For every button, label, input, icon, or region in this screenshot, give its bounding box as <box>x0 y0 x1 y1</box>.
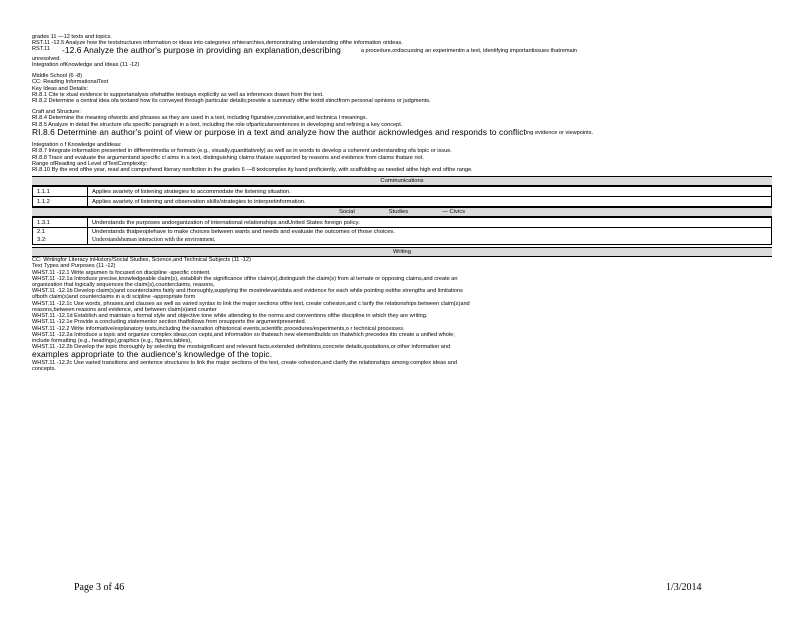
text-line: WHST.11 -12.1c Use words, phrases,and clauses as well as varied syntax to link the major sections ofthe text, create cohesion,and c larify the relationships between claim(s)and <box>32 300 470 307</box>
text-line: ing evidence or viewpoints. <box>525 129 594 136</box>
text-line: organization that logically sequences the claim(s),counterclaims, reasons, <box>32 282 215 289</box>
writing-header: Writing <box>32 247 772 257</box>
text-line: Understandshuman interaction with the environment. <box>92 237 216 244</box>
table-row <box>33 218 772 228</box>
text-line: WHST.11 -12.1e Provide a concluding statementor section thatfollows from orsupports the argumentpresented. <box>32 319 307 326</box>
code-line: 2.1 <box>37 229 46 236</box>
text-line: WHST.11 -12.2c Use varied transitions and sentence structures to link the major sections of the text, create cohesion,and clarify the relationships among complex ideas and <box>32 359 457 366</box>
standard-code: RST.11 <box>32 46 50 53</box>
section-heading: Middle School (6 -8) <box>32 73 83 80</box>
text-line: grades 11 —12 texts and topics. <box>32 34 112 40</box>
text-line: unresolved. <box>32 55 61 62</box>
text-line: concepts. <box>32 365 56 372</box>
text-line: CC: Reading InformationalText <box>32 79 109 86</box>
text-line: WHST.11 -12.1a Introduce precise,knowledgeable claim(s), establish the significance ofthe claim(s),distinguish the claim(s) from al ternate or opposing claims,and create an <box>32 275 458 282</box>
writing-lines <box>32 257 772 350</box>
standard-text: Applies avariety of listening strategies to accommodate the listening situation. <box>88 187 772 197</box>
text-line: Key Ideas and Details: <box>32 85 88 92</box>
header-word: Studies <box>388 209 409 216</box>
text-line: WHST.11 -12.2 Write informative/explanatory texts,including the narration ofhistorical events,scientific procedures/experiments,o r technical processes. <box>32 325 405 332</box>
emphasized-standard-text: -12.6 Analyze the author's purpose in providing an explanation,describing <box>61 45 341 56</box>
text-line: WHST.11 -12.2b Develop the topic thoroughly by selecting the mostsignificant and relevant facts,extended definitions,concrete details,quotations,or other information and <box>32 344 451 351</box>
standard-text: Understands the purposes andorganization of international relationships andUnited States foreign policy. <box>88 218 772 228</box>
text-line: Integration ofKnowledge and Ideas (11 -12) <box>32 62 140 69</box>
communications-header: Communications <box>32 176 772 186</box>
social-studies-header <box>32 207 772 217</box>
text-line: Range ofReading and Level ofTextComplexity: <box>32 160 148 167</box>
header-word: — Civics <box>442 209 465 216</box>
table-row <box>33 197 772 207</box>
section-heading: Integration o f Knowledge andIdeas: <box>32 142 122 149</box>
text-line: CC: Writingfor Literacy inHistory/Social Studies, Science,and Technical Subjects (11 -12) <box>32 257 251 264</box>
page-number: Page 3 of 46 <box>74 582 125 593</box>
text-line: reasons,between reasons and evidence, and between claim(s)and counter <box>32 306 217 313</box>
table-row <box>33 228 772 245</box>
ri-8-6-line <box>32 128 772 137</box>
communications-table <box>32 186 772 207</box>
emphasized-standard-text: RI.8.6 Determine an author's point of view or purpose in a text and analyze how the author acknowledges and responds to conflict <box>32 126 526 137</box>
standard-text <box>88 228 772 245</box>
text-line: RI.8.4 Determine the meaning ofwords and phrases as they are used in a text, including figurative,connotative,and technica l meanings. <box>32 115 368 122</box>
footer-date: 1/3/2014 <box>666 582 702 593</box>
text-line: WHST.11 -12.2a Introduce a topic and organize complex ideas,con cepts,and information so thateach new elementbuilds on thatwhich precedes itto create a unified whole; <box>32 331 455 338</box>
text-line: ofboth claim(s)and counterclaims in a di scipline -appropriate form <box>32 294 196 301</box>
text-line: RI.8.2 Determine a central idea ofa textand how its conveyed through particular details;provide a summary ofthe textdi stinctfrom personal opinions or judgments. <box>32 98 431 105</box>
table-row <box>33 187 772 197</box>
standard-code <box>33 228 88 245</box>
text-line: WHST.11 -12.1b Develop claim(s)and counterclaims fairly and thoroughly,supplying the mostrelevantdata and evidence for each while pointing outthe strengths and limitations <box>32 288 463 295</box>
standard-text: Applies avariety of listening and observation skills/strategies to interpretinformation. <box>88 197 772 207</box>
document-page <box>32 34 772 372</box>
text-line: RI.8.10 By the end ofthe year, read and comprehend literary nonfiction in the grades 6 —8 textcomplex ity band proficiently, with scaffolding as needed atthe high end ofthe range. <box>32 167 473 174</box>
text-line: Text Types and Purposes (11 -12) <box>32 263 116 270</box>
text-line: a procedure,ordiscussing an experimentin a text, identifying importantissues thatremain <box>360 48 577 55</box>
text-line: RI.8.8 Trace and evaluate the argumentand specific cl aims in a text, distinguishing claims thatare supported by reasons and evidence from claims thatare not. <box>32 154 424 161</box>
text-line: RI.8.1 Cite te xtual evidence to supportanalysis ofwhatthe textsays explicitly as well as inferences drawn from the text. <box>32 91 324 98</box>
writing-lines <box>32 360 772 372</box>
text-line: include formatting (e.g., headings),graphics (e.g., figures,tables), <box>32 337 192 344</box>
emphasized-standard-text: examples appropriate to the audience's knowledge of the topic. <box>32 349 273 360</box>
section-heading: Craft and Structure: <box>32 109 81 116</box>
text-line: RI.8.7 Integrate information presented in differentmedia or formats (e.g., visually,quantitatively) as well as in words to develop a coherent understanding ofa topic or issue. <box>32 148 452 155</box>
header-word: Social <box>338 209 355 216</box>
text-line: RI.8.5 Analyze in detail the structure ofa specific paragraph in a text, including the role ofparticularsentences in developing and refining a key concept. <box>32 121 403 128</box>
text-line: RST.11 -12.5 Analyze how the textstructures information or ideas into categories orhierarchies,demonstrating understanding ofthe information orideas. <box>32 40 403 47</box>
rst-11-12-6-line <box>32 46 772 55</box>
code-line: 3.2: <box>37 237 47 244</box>
standard-code: 1.1.2 <box>33 197 88 207</box>
social-studies-table <box>32 217 772 245</box>
text-line: Understands thatpeoplehave to make choices between wants and needs and evaluate the outcomes of those choices. <box>92 229 395 236</box>
text-line: WHST.11 -12.1 Write argumen ts focused on discipline -specific content. <box>32 269 211 276</box>
standard-code: 1.1.1 <box>33 187 88 197</box>
standard-code: 1.3.1 <box>33 218 88 228</box>
text-line: WHST.11 -12.1d Establish and maintain a formal style and objective tone while attending to the norms and conventions ofthe discipline in which they are writing. <box>32 313 428 320</box>
